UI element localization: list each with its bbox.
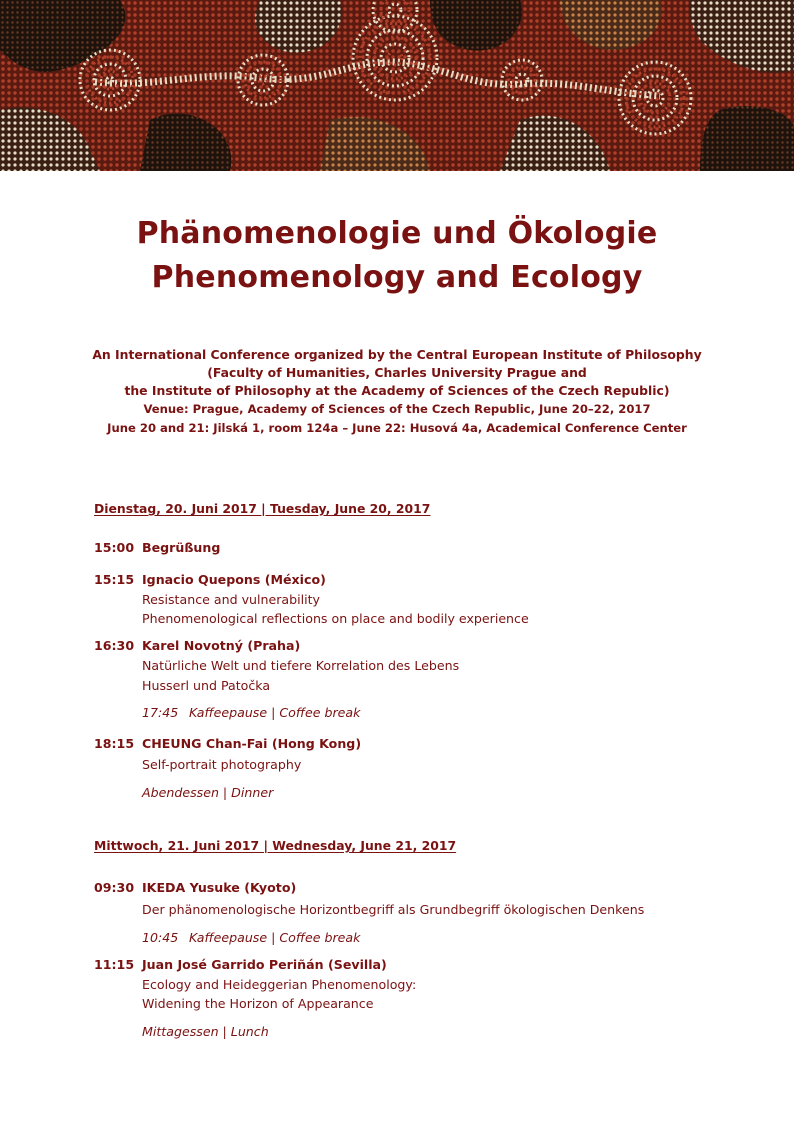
intro-rooms: June 20 and 21: Jilská 1, room 124a – June 22: Husová 4a, Academical Conference Center: [107, 421, 687, 435]
entry-speaker: Ignacio Quepons (México): [142, 572, 326, 587]
talk-title-line: Self-portrait photography: [142, 757, 302, 772]
entry-time: 15:00: [94, 540, 135, 555]
intro-venue: Venue: Prague, Academy of Sciences of the Czech Republic, June 20–22, 2017: [143, 402, 651, 416]
coffee-break: [142, 930, 360, 945]
talk-title-line: Natürliche Welt und tiefere Korrelation des Lebens: [142, 658, 460, 673]
title-english: Phenomenology and Ecology: [151, 260, 643, 295]
day-heading-tuesday: Dienstag, 20. Juni 2017 | Tuesday, June 20, 2017: [94, 501, 431, 516]
coffee-break: [142, 705, 360, 720]
intro-institute: the Institute of Philosophy at the Academy of Sciences of the Czech Republic): [124, 383, 670, 398]
entry-time: 09:30: [94, 880, 135, 895]
conference-title: [0, 212, 794, 300]
break-label: Kaffeepause | Coffee break: [189, 930, 361, 945]
entry-time: 15:15: [94, 572, 135, 587]
talk-title-line: Phenomenological reflections on place and bodily experience: [142, 611, 529, 626]
talk-title-line: Ecology and Heideggerian Phenomenology:: [142, 977, 417, 992]
break-label: Abendessen | Dinner: [142, 785, 274, 800]
talk-title-line: Husserl und Patočka: [142, 678, 271, 693]
talk-title-line: Widening the Horizon of Appearance: [142, 996, 374, 1011]
entry-speaker: Juan José Garrido Periñán (Sevilla): [142, 957, 387, 972]
dinner: [142, 785, 273, 800]
lunch: [142, 1024, 269, 1039]
break-time: 17:45: [142, 705, 179, 720]
title-german: Phänomenologie und Ökologie: [136, 216, 658, 251]
entry-speaker: IKEDA Yusuke (Kyoto): [142, 880, 297, 895]
intro-faculty: (Faculty of Humanities, Charles University Prague and: [207, 365, 587, 380]
break-label: Kaffeepause | Coffee break: [189, 705, 361, 720]
header-banner-image: [0, 0, 794, 171]
entry-speaker: Karel Novotný (Praha): [142, 638, 301, 653]
break-time: 10:45: [142, 930, 179, 945]
intro-organizer: An International Conference organized by the Central European Institute of Philosophy: [92, 347, 702, 362]
talk-title-line: Der phänomenologische Horizontbegriff als Grundbegriff ökologischen Denkens: [142, 902, 645, 917]
entry-time: 11:15: [94, 957, 135, 972]
talk-title-line: Resistance and vulnerability: [142, 592, 321, 607]
entry-speaker: CHEUNG Chan-Fai (Hong Kong): [142, 736, 362, 751]
conference-intro: [0, 346, 794, 438]
day-heading-wednesday: Mittwoch, 21. Juni 2017 | Wednesday, June 21, 2017: [94, 838, 457, 853]
break-label: Mittagessen | Lunch: [142, 1024, 269, 1039]
entry-time: 18:15: [94, 736, 135, 751]
entry-title: Begrüßung: [142, 540, 221, 555]
entry-time: 16:30: [94, 638, 135, 653]
